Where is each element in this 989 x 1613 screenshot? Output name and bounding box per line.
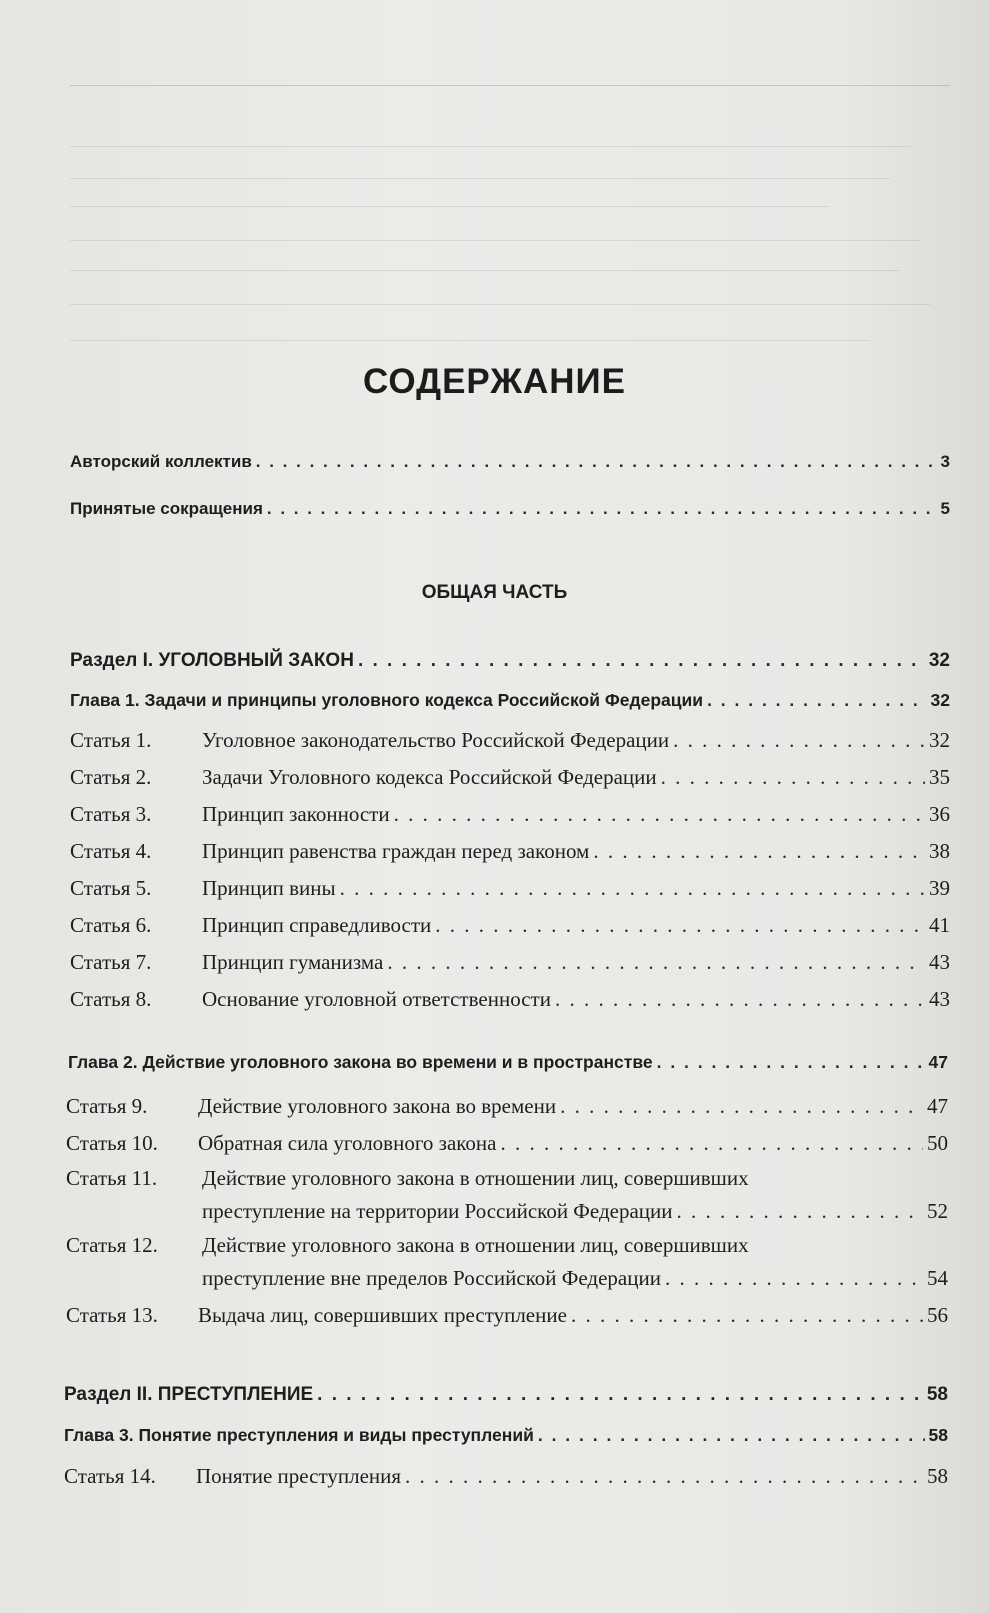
dot-leader [571, 1303, 923, 1328]
dot-leader [707, 690, 926, 711]
article-title: Принцип справедливости [202, 913, 432, 937]
article-title: Принцип гуманизма [202, 950, 384, 974]
toc-article[interactable] [66, 1303, 948, 1328]
toc-article[interactable] [66, 1094, 948, 1119]
dot-leader [267, 499, 937, 519]
toc-article[interactable] [70, 913, 950, 938]
toc-page-number: 35 [929, 765, 950, 789]
dot-leader [657, 1052, 925, 1073]
article-number: Статья 13. [66, 1303, 158, 1327]
article-number: Статья 11. [66, 1166, 158, 1190]
toc-page-number: 3 [940, 452, 950, 471]
article-number: Статья 6. [70, 913, 152, 937]
toc-page-number: 32 [930, 690, 950, 710]
article-title-line-1: Действие уголовного закона в отношении лиц, совершивших [202, 1233, 749, 1257]
toc-article-12[interactable] [66, 1233, 948, 1299]
toc-page-number: 5 [940, 499, 950, 518]
toc-article[interactable] [70, 876, 950, 901]
dot-leader [500, 1131, 923, 1156]
toc-page-number: 58 [928, 1425, 948, 1445]
toc-article[interactable] [70, 728, 950, 753]
article-title: Понятие преступления [196, 1464, 402, 1488]
toc-page-number: 36 [929, 802, 950, 826]
article-title: Принцип вины [202, 876, 336, 900]
dot-leader [676, 1199, 923, 1224]
toc-page-number: 50 [927, 1131, 948, 1155]
article-title-line-2: преступление вне пределов Российской Федерации [202, 1266, 661, 1290]
part-heading: ОБЩАЯ ЧАСТЬ [421, 582, 568, 603]
toc-entry-label: Принятые сокращения [70, 499, 263, 518]
toc-section-2[interactable] [64, 1384, 948, 1406]
toc-entry-label: Глава 1. Задачи и принципы уголовного кодекса Российской Федерации [70, 690, 704, 710]
dot-leader [435, 913, 925, 938]
toc-article[interactable] [70, 802, 950, 827]
show-through-line [70, 206, 830, 207]
dot-leader [394, 802, 925, 827]
dot-leader [405, 1464, 923, 1489]
show-through-line [70, 304, 930, 305]
toc-article[interactable] [70, 950, 950, 975]
article-title-line-1: Действие уголовного закона в отношении лиц, совершивших [202, 1166, 749, 1190]
toc-entry-label: Авторский коллектив [70, 452, 252, 471]
toc-chapter-2[interactable] [68, 1052, 948, 1073]
article-title-line-2: преступление на территории Российской Федерации [202, 1199, 673, 1223]
show-through-line [70, 178, 890, 179]
toc-article[interactable] [70, 839, 950, 864]
toc-page-number: 39 [929, 876, 950, 900]
toc-page-number: 58 [926, 1384, 948, 1405]
article-number: Статья 7. [70, 950, 152, 974]
toc-page-number: 47 [928, 1052, 948, 1072]
toc-page-number: 52 [927, 1199, 948, 1223]
article-title: Основание уголовной ответственности [202, 987, 551, 1011]
dot-leader [387, 950, 925, 975]
article-number: Статья 10. [66, 1131, 158, 1155]
article-title: Действие уголовного закона во времени [198, 1094, 557, 1118]
page-title: СОДЕРЖАНИЕ [362, 362, 626, 401]
article-number: Статья 1. [70, 728, 152, 752]
toc-entry-label: Глава 3. Понятие преступления и виды преступлений [64, 1425, 534, 1445]
toc-entry-authors[interactable] [70, 452, 950, 472]
toc-article[interactable] [70, 987, 950, 1012]
article-number: Статья 4. [70, 839, 152, 863]
dot-leader [593, 839, 925, 864]
article-number: Статья 8. [70, 987, 152, 1011]
article-title: Задачи Уголовного кодекса Российской Федерации [202, 765, 657, 789]
article-number: Статья 9. [66, 1094, 148, 1118]
toc-entry-abbreviations[interactable] [70, 499, 950, 519]
toc-page-number: 38 [929, 839, 950, 863]
toc-chapter-1[interactable] [70, 690, 950, 711]
toc-page-number: 41 [929, 913, 950, 937]
toc-entry-label: Раздел I. УГОЛОВНЫЙ ЗАКОН [70, 650, 354, 671]
dot-leader [665, 1266, 923, 1291]
dot-leader [317, 1384, 923, 1406]
toc-article[interactable] [70, 765, 950, 790]
show-through-line [70, 270, 900, 271]
toc-page-number: 47 [927, 1094, 948, 1118]
dot-leader [538, 1425, 925, 1446]
show-through-line [70, 240, 920, 241]
article-title: Обратная сила уголовного закона [198, 1131, 497, 1155]
show-through-line [70, 146, 910, 147]
article-number: Статья 12. [66, 1233, 158, 1257]
toc-page-number: 43 [929, 950, 950, 974]
dot-leader [560, 1094, 923, 1119]
dot-leader [358, 650, 925, 672]
dot-leader [555, 987, 925, 1012]
toc-page-number: 54 [927, 1266, 948, 1290]
dot-leader [256, 452, 937, 472]
toc-entry-label: Глава 2. Действие уголовного закона во времени и в пространстве [68, 1052, 653, 1072]
toc-entry-label: Раздел II. ПРЕСТУПЛЕНИЕ [64, 1384, 314, 1405]
article-number: Статья 5. [70, 876, 152, 900]
article-title: Уголовное законодательство Российской Федерации [202, 728, 670, 752]
dot-leader [661, 765, 925, 790]
article-title: Принцип равенства граждан перед законом [202, 839, 590, 863]
toc-page-number: 32 [928, 650, 950, 671]
toc-article[interactable] [66, 1131, 948, 1156]
toc-chapter-3[interactable] [64, 1425, 948, 1446]
article-number: Статья 3. [70, 802, 152, 826]
toc-article[interactable] [64, 1464, 948, 1489]
toc-page-number: 32 [929, 728, 950, 752]
article-number: Статья 14. [64, 1464, 156, 1488]
article-title: Принцип законности [202, 802, 390, 826]
toc-page-number: 56 [927, 1303, 948, 1327]
toc-section-1[interactable] [70, 650, 950, 672]
show-through-header [70, 56, 950, 86]
toc-page-number: 58 [927, 1464, 948, 1488]
article-number: Статья 2. [70, 765, 152, 789]
dot-leader [673, 728, 925, 753]
article-title: Выдача лиц, совершивших преступление [198, 1303, 567, 1327]
toc-article-11[interactable] [66, 1166, 948, 1232]
dot-leader [340, 876, 925, 901]
show-through-line [70, 340, 870, 341]
toc-page-number: 43 [929, 987, 950, 1011]
